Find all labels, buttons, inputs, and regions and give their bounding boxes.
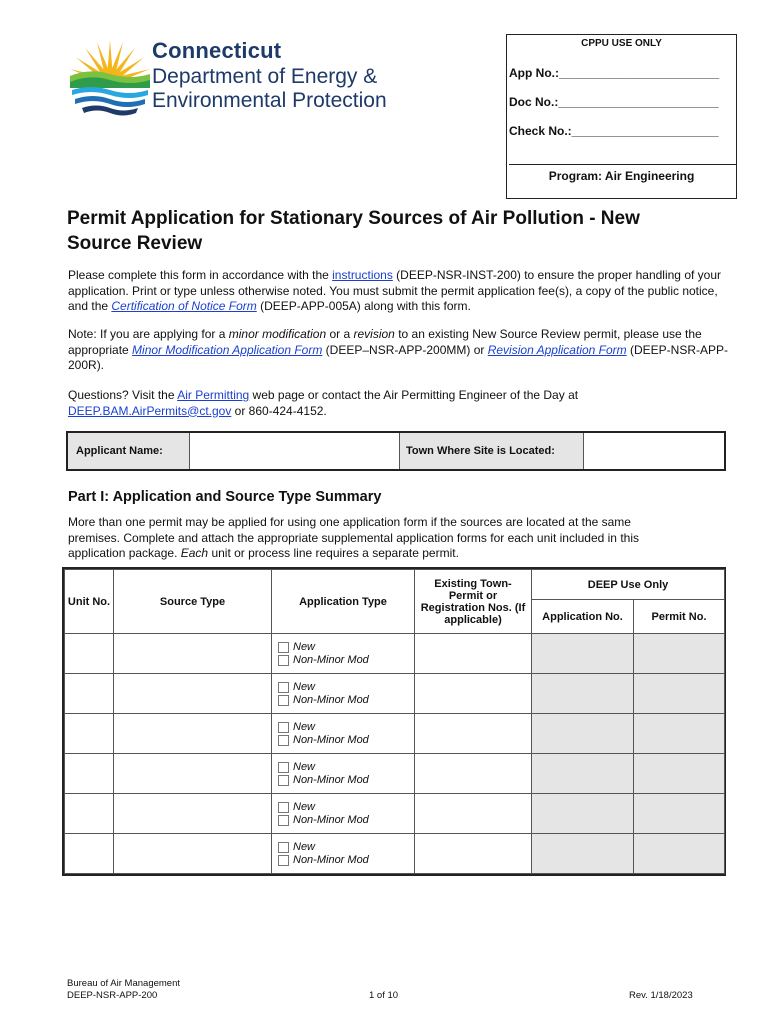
application-type-cell [272,634,415,674]
source-type-cell[interactable] [114,754,272,794]
part1-heading: Part I: Application and Source Type Summary [68,489,382,505]
form-title: Permit Application for Stationary Sources of Air Pollution - New Source Review [67,208,640,254]
col-header-permit-no: Permit No. [634,600,725,634]
application-no-cell [532,754,634,794]
note-text-e: (DEEP-NSR-APP-200R). [68,342,729,372]
source-type-cell[interactable] [114,714,272,754]
email-link[interactable]: DEEP.BAM.AirPermits@ct.gov [68,403,232,418]
note-text-d: (DEEP–NSR-APP-200MM) or [322,342,488,357]
agency-line-1: Connecticut [152,38,282,63]
applicant-name-input[interactable] [190,433,400,469]
application-no-cell [532,794,634,834]
col-header-existing-permit: Existing Town-Permit or Registration Nos. (If applicable) [415,570,532,634]
source-summary-table [62,567,726,876]
permit-no-cell [634,634,725,674]
unit-no-cell[interactable] [65,794,114,834]
note-text-b: or a [326,327,354,341]
non-minor-mod-checkbox[interactable] [278,735,289,746]
application-type-cell [272,794,415,834]
part1-desc-a: More than one permit may be applied for using one application form if the sources are located at the same premises. Complete and attach the appropriate supplemental application forms for each unit included in this application package. [68,515,639,560]
certification-of-notice-link[interactable]: Certification of Notice Form [111,299,257,313]
col-header-application-no: Application No. [532,600,634,634]
check-no-field: Check No.:______________________ [509,124,719,138]
table-row [65,754,725,794]
source-type-cell[interactable] [114,674,272,714]
new-label: New [293,680,316,693]
questions-text-c: or 860-424-4152. [231,403,327,418]
permit-no-cell [634,674,725,714]
footer-bureau: Bureau of Air Management [67,978,181,989]
non-minor-mod-label: Non-Minor Mod [293,653,369,666]
new-label: New [293,720,316,733]
existing-permit-cell[interactable] [415,634,532,674]
note-text-c: to an existing New Source Review permit, please use the appropriate [68,327,702,357]
table-row [65,794,725,834]
existing-permit-cell[interactable] [415,834,532,874]
application-no-cell [532,834,634,874]
intro-text-a: Please complete this form in accordance with the [68,268,333,282]
new-checkbox[interactable] [278,842,289,853]
instructions-link[interactable]: instructions [332,268,393,282]
non-minor-mod-checkbox[interactable] [278,655,289,666]
part1-desc-em: Each [180,546,209,560]
non-minor-mod-label: Non-Minor Mod [293,693,369,706]
application-type-cell [272,754,415,794]
application-no-cell [532,634,634,674]
col-header-source-type: Source Type [114,570,272,634]
new-label: New [293,840,316,853]
application-type-cell [272,834,415,874]
application-type-cell [272,674,415,714]
cppu-divider [509,164,736,165]
table-row [65,834,725,874]
note-text-a: Note: If you are applying for a [68,327,229,341]
source-type-cell[interactable] [114,834,272,874]
footer-revision: Rev. 1/18/2023 [629,990,693,1001]
non-minor-mod-checkbox[interactable] [278,855,289,866]
town-input[interactable] [584,433,724,469]
unit-no-cell[interactable] [65,754,114,794]
table-row [65,674,725,714]
permit-no-cell [634,834,725,874]
new-checkbox[interactable] [278,642,289,653]
permit-no-cell [634,714,725,754]
cppu-use-only-box [506,34,737,199]
cppu-program: Program: Air Engineering [548,169,695,183]
unit-no-cell[interactable] [65,674,114,714]
cppu-header: CPPU USE ONLY [581,38,662,49]
application-type-cell [272,714,415,754]
air-permitting-link[interactable]: Air Permitting [177,388,250,402]
note-em-revision: revision [353,327,395,341]
source-type-cell[interactable] [114,634,272,674]
col-header-deep-use-only: DEEP Use Only [532,570,725,600]
non-minor-mod-label: Non-Minor Mod [293,813,369,826]
footer-page-number: 1 of 10 [369,990,399,1001]
col-header-application-type: Application Type [272,570,415,634]
existing-permit-cell[interactable] [415,794,532,834]
footer-form-id: DEEP-NSR-APP-200 [67,990,158,1001]
town-label: Town Where Site is Located: [400,433,584,469]
revision-form-link[interactable]: Revision Application Form [487,342,627,357]
unit-no-cell[interactable] [65,714,114,754]
new-checkbox[interactable] [278,682,289,693]
table-row [65,634,725,674]
part1-desc-b: unit or process line requires a separate permit. [208,546,459,560]
permit-no-cell [634,754,725,794]
intro-paragraph [68,268,728,315]
agency-line-2: Department of Energy & [152,65,378,88]
unit-no-cell[interactable] [65,834,114,874]
permit-no-cell [634,794,725,834]
new-label: New [293,760,316,773]
questions-text-a: Questions? Visit the [68,388,178,402]
non-minor-mod-checkbox[interactable] [278,815,289,826]
questions-paragraph [68,388,728,419]
col-header-unit-no: Unit No. [65,570,114,634]
doc-no-field: Doc No.:________________________ [509,95,719,109]
table-row [65,714,725,754]
note-em-minor-mod: minor modification [228,327,327,341]
non-minor-mod-checkbox[interactable] [278,695,289,706]
questions-text-b: web page or contact the Air Permitting Engineer of the Day at [249,388,579,402]
agency-name [152,40,387,111]
deep-logo-icon [64,38,156,122]
minor-modification-form-link[interactable]: Minor Modification Application Form [132,342,323,357]
existing-permit-cell[interactable] [415,674,532,714]
unit-no-cell[interactable] [65,634,114,674]
non-minor-mod-label: Non-Minor Mod [293,733,369,746]
intro-text-b: (DEEP-NSR-INST-200) to ensure the proper handling of your application. Print or type unless otherwise noted. You must submit the permit application fee(s), a copy of the public notice, and the [68,268,721,313]
non-minor-mod-label: Non-Minor Mod [293,853,369,866]
note-paragraph [68,327,728,374]
app-no-field: App No.:________________________ [509,66,720,80]
application-no-cell [532,714,634,754]
source-type-cell[interactable] [114,794,272,834]
existing-permit-cell[interactable] [415,714,532,754]
intro-text-c: (DEEP-APP-005A) along with this form. [256,299,471,313]
non-minor-mod-checkbox[interactable] [278,775,289,786]
new-checkbox[interactable] [278,762,289,773]
existing-permit-cell[interactable] [415,754,532,794]
application-no-cell [532,674,634,714]
applicant-table [66,431,726,471]
new-checkbox[interactable] [278,722,289,733]
new-label: New [293,640,316,653]
new-checkbox[interactable] [278,802,289,813]
part1-description [68,515,678,562]
applicant-name-label: Applicant Name: [68,433,190,469]
agency-line-3: Environmental Protection [152,89,387,112]
new-label: New [293,800,316,813]
non-minor-mod-label: Non-Minor Mod [293,773,369,786]
